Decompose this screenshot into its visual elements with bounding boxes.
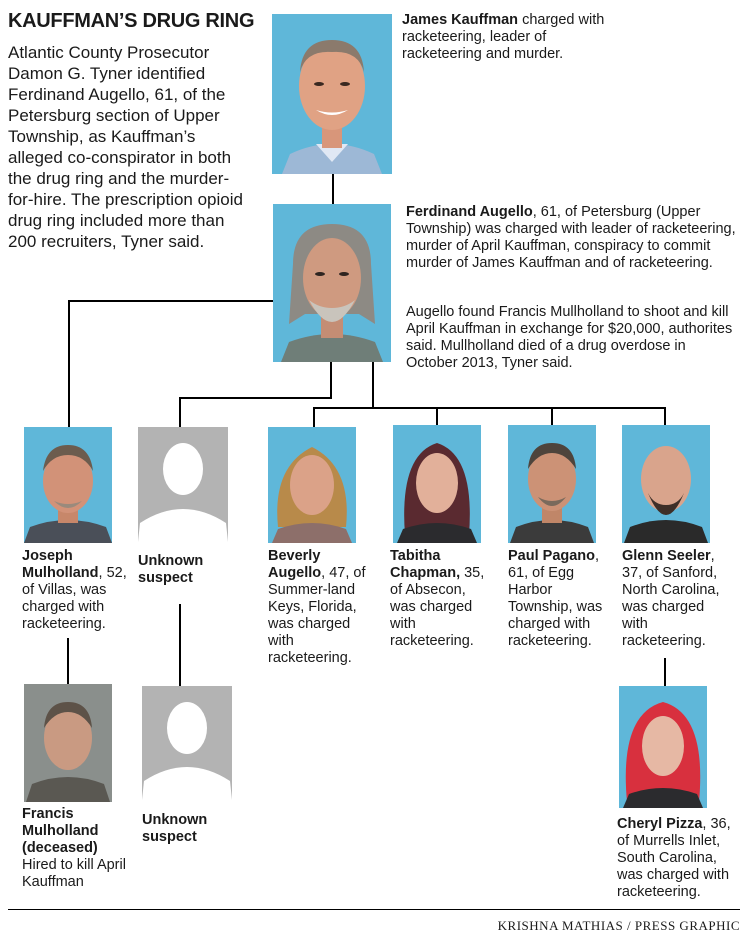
beverly-augello-caption	[268, 548, 368, 667]
tabitha-chapman-desc: 35, of Absecon, was charged with racketeering.	[390, 565, 485, 649]
paul-pagano-name: Paul Pagano	[508, 548, 596, 564]
joseph-mulholland-desc: , 52, of Villas, was charged with racketeering.	[22, 565, 127, 632]
graphic-credit: KRISHNA MATHIAS / PRESS GRAPHIC	[497, 918, 740, 933]
ferdinand-augello-note: Augello found Francis Mullholland to shoot and kill April Kauffman in exchange for $20,000, authorites said. Mullholland died of a drug overdose in October 2013, Tyner said.	[406, 304, 733, 371]
francis-mulholland-photo	[24, 684, 112, 802]
james-kauffman-photo	[272, 14, 392, 174]
paul-pagano-caption	[508, 548, 608, 650]
joseph-mulholland-photo	[24, 427, 112, 543]
joseph-mulholland-caption	[22, 548, 132, 633]
tabitha-chapman-photo	[393, 425, 481, 543]
james-kauffman-caption	[402, 12, 612, 63]
unknown-suspect-silhouette-2	[142, 686, 232, 800]
glenn-seeler-photo	[622, 425, 710, 543]
ferdinand-augello-photo	[273, 204, 391, 362]
unknown-suspect-silhouette	[138, 427, 228, 542]
unknown-suspect-caption-2	[142, 812, 237, 846]
ferdinand-augello-desc: , 61, of Petersburg (Upper Township) was charged with leader of racketeering, murder of April Kauffman, conspiracy to commit murder of James Kauffman and of racketeering.	[406, 204, 736, 271]
francis-mulholland-name: Francis Mulholland (deceased)	[22, 806, 99, 856]
intro-text: Atlantic County Prosecutor Damon G. Tyner identified Ferdinand Augello, 61, of the Petersburg section of Upper Township, as Kauffman’s alleged co-conspirator in both the drug ring and the murder-for-hire. The prescription opioid drug ring included more than 200 recruiters, Tyner said.	[8, 43, 243, 251]
glenn-seeler-name: Glenn Seeler	[622, 548, 711, 564]
beverly-augello-name: Beverly Augello	[268, 548, 322, 581]
james-kauffman-name: James Kauffman	[402, 12, 519, 28]
tabitha-chapman-name: Tabitha Chapman,	[390, 548, 461, 581]
unknown-suspect-name-1: Unknown suspect	[138, 553, 204, 586]
francis-mulholland-caption	[22, 806, 142, 891]
cheryl-pizza-desc: , 36, of Murrells Inlet, South Carolina, was charged with racketeering.	[617, 816, 731, 900]
tabitha-chapman-caption	[390, 548, 490, 650]
james-kauffman-desc: charged with racketeering, leader of racketeering and murder.	[402, 12, 605, 62]
unknown-suspect-caption-1	[138, 553, 233, 587]
glenn-seeler-caption	[622, 548, 732, 650]
graphic-title: KAUFFMAN’S DRUG RING	[8, 10, 255, 32]
joseph-mulholland-name: Joseph Mulholland	[22, 548, 99, 581]
cheryl-pizza-caption	[617, 816, 745, 901]
cheryl-pizza-photo	[619, 686, 707, 808]
footer-rule	[8, 909, 740, 910]
beverly-augello-photo	[268, 427, 356, 543]
cheryl-pizza-name: Cheryl Pizza	[617, 816, 703, 832]
beverly-augello-desc: , 47, of Summer-land Keys, Florida, was charged with racketeering.	[268, 565, 366, 666]
paul-pagano-photo	[508, 425, 596, 543]
paul-pagano-desc: , 61, of Egg Harbor Township, was charged with racketeering.	[508, 548, 603, 649]
ferdinand-augello-caption	[406, 204, 736, 272]
unknown-suspect-name-2: Unknown suspect	[142, 812, 208, 845]
francis-mulholland-desc: Hired to kill April Kauffman	[22, 857, 126, 890]
ferdinand-augello-name: Ferdinand Augello	[406, 204, 533, 220]
glenn-seeler-desc: , 37, of Sanford, North Carolina, was charged with racketeering.	[622, 548, 720, 649]
